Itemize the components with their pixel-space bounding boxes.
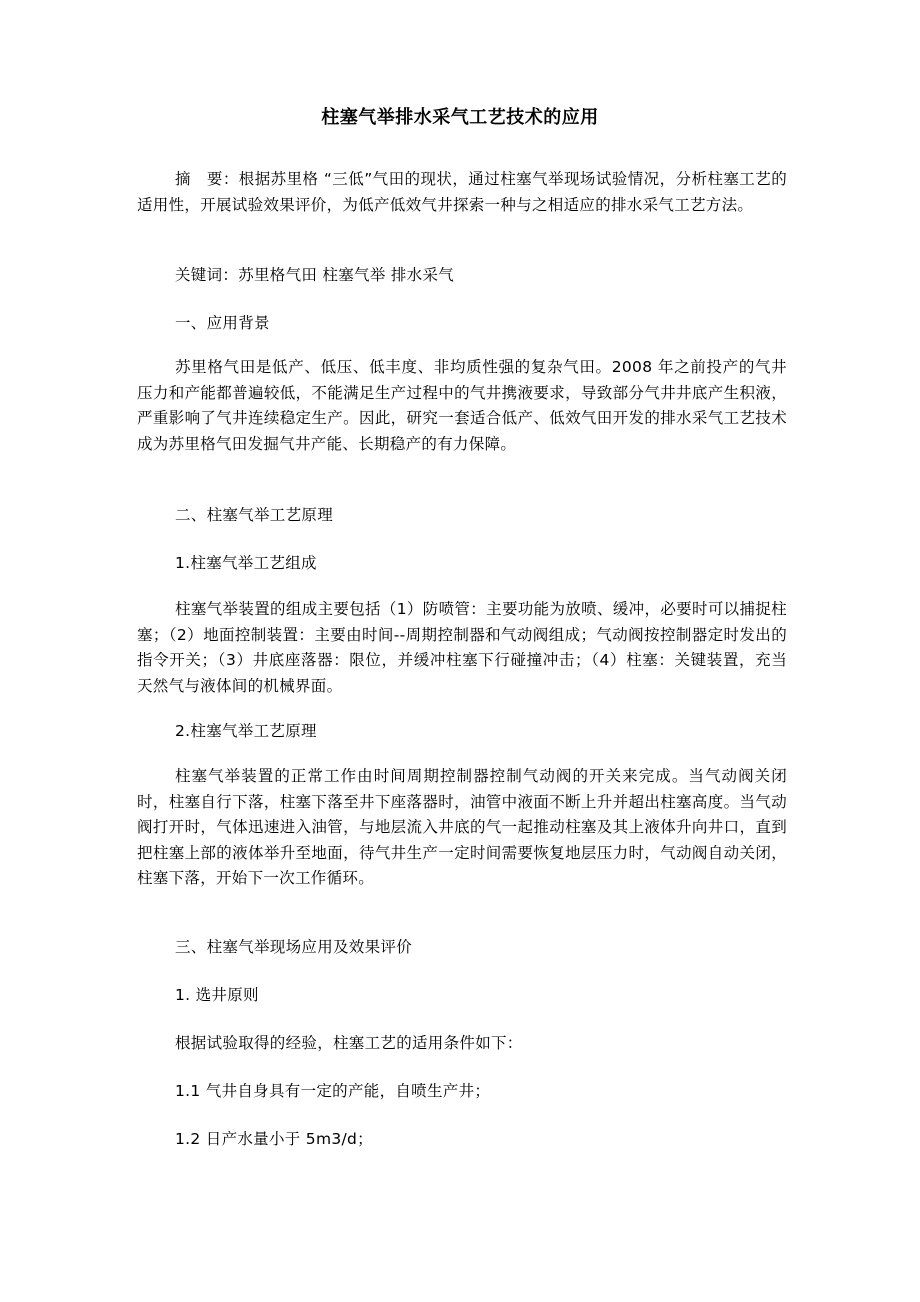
- section-2-heading: 二、柱塞气举工艺原理: [175, 506, 334, 524]
- abstract-paragraph: 摘 要：根据苏里格 “三低”气田的现状，通过柱塞气举现场试验情况，分析柱塞工艺的适用性，开展试验效果评价，为低产低效气井探索一种与之相适应的排水采气工艺方法。: [137, 170, 787, 214]
- section-1-heading: 一、应用背景: [175, 314, 270, 332]
- section-1-paragraph: 苏里格气田是低产、低压、低丰度、非均质性强的复杂气田。2008 年之前投产的气井压力和产能都普遍较低，不能满足生产过程中的气井携液要求，导致部分气井井底产生积液，严重影响了气井连续稳定生产。因此，研究一套适合低产、低效气田开发的排水采气工艺技术成为苏里格气田发掘气井产能、长期稳产的有力保障。: [137, 358, 787, 453]
- section-2-1-heading: 1.柱塞气举工艺组成: [175, 554, 317, 572]
- section-3-heading: 三、柱塞气举现场应用及效果评价: [175, 938, 413, 956]
- list-item-1-2: 1.2 日产水量小于 5m3/d；: [175, 1130, 373, 1148]
- document-title: 柱塞气举排水采气工艺技术的应用: [321, 107, 599, 128]
- section-2-2-paragraph: 柱塞气举装置的正常工作由时间周期控制器控制气动阀的开关来完成。当气动阀关闭时，柱塞自行下落，柱塞下落至井下座落器时，油管中液面不断上升并超出柱塞高度。当气动阀打开时，气体迅速进入油管，与地层流入井底的气一起推动柱塞及其上液体升向井口，直到把柱塞上部的液体举升至地面，待气井生产一定时间需要恢复地层压力时，气动阀自动关闭，柱塞下落，开始下一次工作循环。: [137, 767, 787, 887]
- section-2-2-heading: 2.柱塞气举工艺原理: [175, 722, 317, 740]
- section-3-1-heading: 1. 选井原则: [175, 986, 259, 1004]
- section-3-1-intro: 根据试验取得的经验，柱塞工艺的适用条件如下：: [175, 1034, 523, 1052]
- list-item-1-1: 1.1 气井自身具有一定的产能，自喷生产井；: [175, 1082, 491, 1100]
- keywords-line: 关键词：苏里格气田 柱塞气举 排水采气: [175, 266, 455, 284]
- section-2-1-paragraph: 柱塞气举装置的组成主要包括（1）防喷管：主要功能为放喷、缓冲，必要时可以捕捉柱塞；（2）地面控制装置：主要由时间--周期控制器和气动阀组成；气动阀按控制器定时发出的指令开关；（3）井底座落器：限位，并缓冲柱塞下行碰撞冲击；（4）柱塞：关键装置，充当天然气与液体间的机械界面。: [137, 600, 787, 695]
